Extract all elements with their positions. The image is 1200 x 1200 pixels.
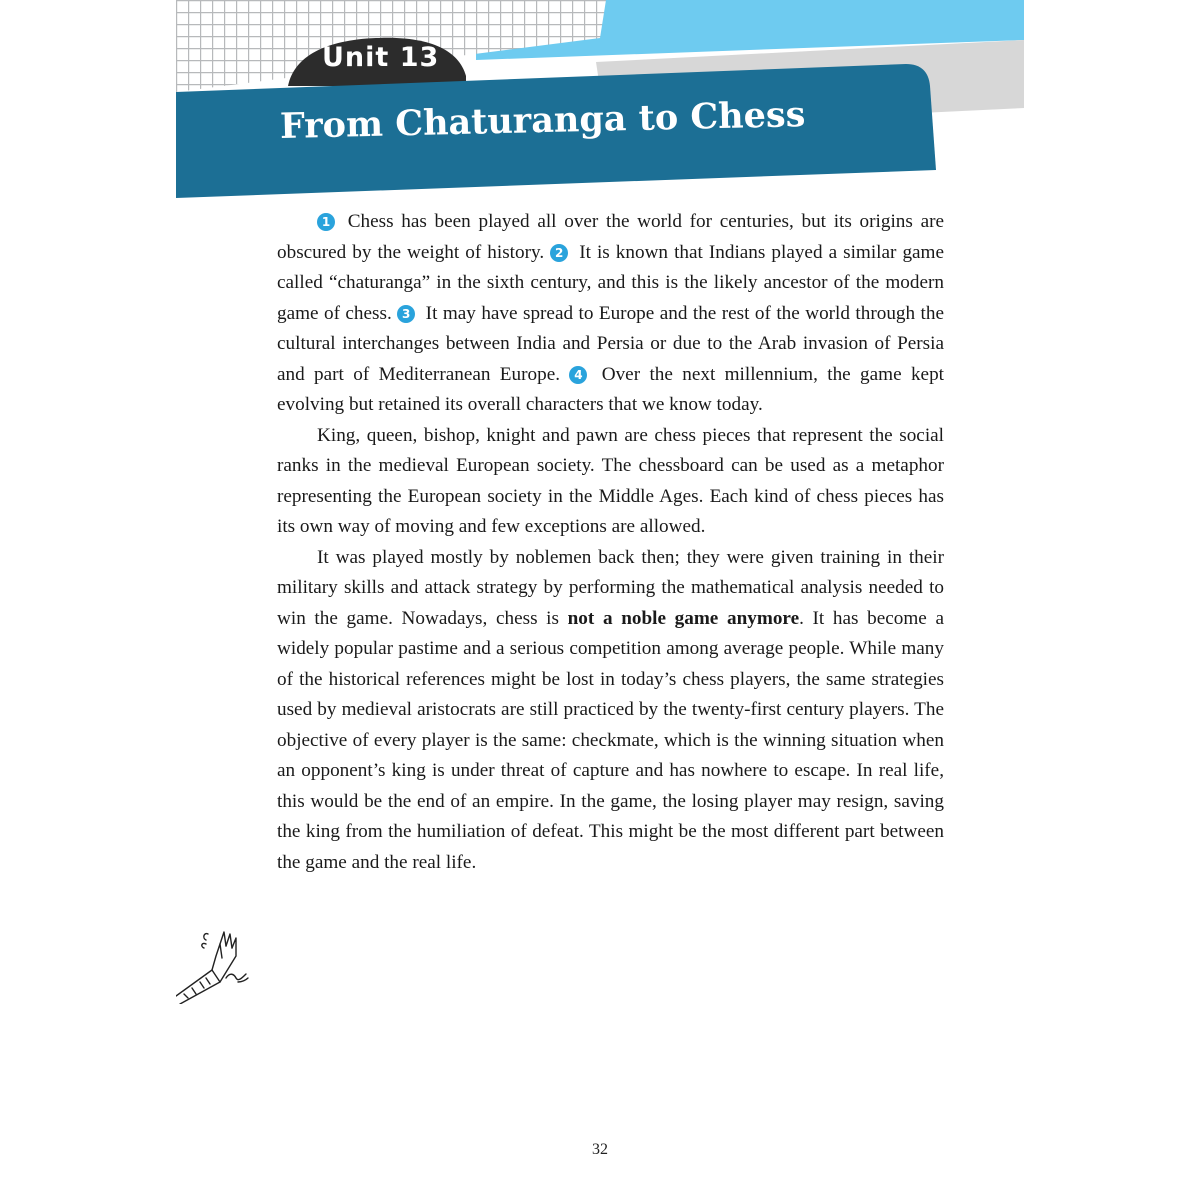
text-run: It was played mostly by noblemen back then; they were given training in their military skills and attack strategy by performing the mathematical analysis needed to win the game. Nowadays, chess is (277, 546, 944, 629)
unit-label: Unit 13 (322, 42, 440, 73)
text-run: Chess has been played all over the world for centuries, but its origins are obscured by the weight of history. (277, 211, 944, 263)
paragraph (277, 207, 944, 421)
text-run: It may have spread to Europe and the rest of the world through the cultural interchanges between India and Persia or due to the Arab invasion of Persia and part of Mediterranean Europe. (277, 302, 944, 385)
paragraph (277, 421, 944, 543)
body-text (277, 207, 944, 878)
sentence-number-marker: 4 (569, 366, 587, 384)
emphasized-phrase: not a noble game anymore (567, 607, 800, 629)
text-run: King, queen, bishop, knight and pawn are chess pieces that represent the social ranks in the medieval European society. The chessboard can be used as a metaphor representing the European society in the Middle Ages. Each kind of chess pieces has its own way of moving and few exceptions are allowed. (277, 424, 944, 537)
text-run: Over the next millennium, the game kept evolving but retained its overall characters that we know today. (277, 363, 944, 415)
chapter-title: From Chaturanga to Chess (279, 94, 806, 147)
sentence-number-marker: 1 (317, 213, 335, 231)
text-run: It is known that Indians played a similar game called “chaturanga” in the sixth century, and this is the likely ancestor of the modern game of chess. (277, 241, 945, 324)
paragraph (277, 543, 944, 879)
waving-hand-icon (176, 926, 254, 1004)
text-run: . It has become a widely popular pastime and a serious competition among average people. While many of the historical references might be lost in today’s chess players, the same strategies used by medieval aristocrats are still practiced by the twenty-first century players. The objective of every player is the same: checkmate, which is the winning situation when an opponent’s king is under threat of capture and has nowhere to escape. In real life, this would be the end of an empire. In the game, the losing player may resign, saving the king from the humiliation of defeat. This might be the most different part between the game and the real life. (277, 607, 944, 873)
sentence-number-marker: 3 (397, 305, 415, 323)
sentence-number-marker: 2 (550, 244, 568, 262)
page-number: 32 (592, 1141, 608, 1158)
book-page (176, 0, 1024, 1200)
